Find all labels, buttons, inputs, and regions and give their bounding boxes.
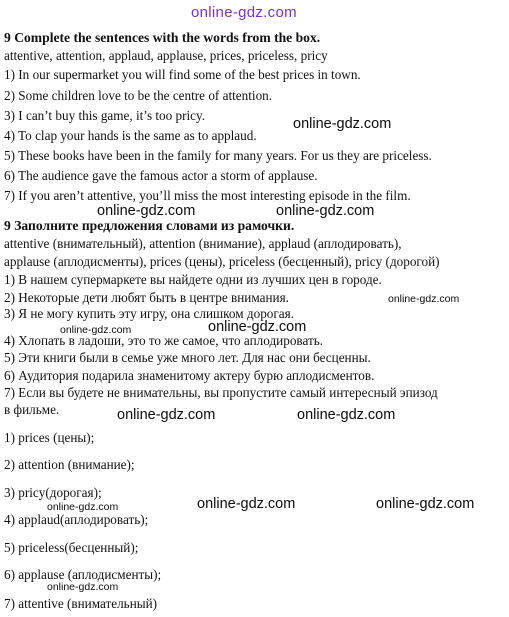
answer-3: 3) pricy(дорогая); (4, 485, 102, 500)
word-box-english: attentive, attention, applaud, applause, prices, priceless, pricy (4, 48, 328, 63)
word-box-russian-line-2: applause (аплодисменты), prices (цены), priceless (бесценный), pricy (дорогой) (4, 254, 440, 269)
watermark: online-gdz.com (293, 116, 392, 132)
answer-7: 7) attentive (внимательный) (4, 596, 158, 611)
answer-1: 1) prices (цены); (4, 430, 95, 445)
russian-sentence-4: 4) Хлопать в ладоши, это то же самое, что аплодировать. (4, 333, 324, 348)
answer-2: 2) attention (внимание); (4, 457, 135, 472)
watermark: online-gdz.com (276, 203, 375, 219)
english-sentence-6: 6) The audience gave the famous actor a storm of applause. (4, 168, 318, 183)
watermark: online-gdz.com (60, 324, 132, 336)
english-sentence-2: 2) Some children love to be the centre of attention. (4, 88, 273, 103)
english-sentence-3: 3) I can’t buy this game, it’s too pricy. (4, 108, 206, 123)
watermark: online-gdz.com (208, 319, 307, 335)
watermark: online-gdz.com (47, 501, 119, 513)
russian-sentence-5: 5) Эти книги были в семье уже много лет. Для нас они бесценны. (4, 350, 371, 365)
answer-6: 6) applause (аплодисменты); (4, 567, 162, 582)
watermark: online-gdz.com (388, 293, 460, 305)
exercise-heading-russian: 9 Заполните предложения словами из рамочки. (4, 218, 295, 233)
watermark: online-gdz.com (97, 203, 196, 219)
answer-4: 4) applaud(аплодировать); (4, 512, 149, 527)
russian-sentence-6: 6) Аудитория подарила знаменитому актеру бурю аплодисментов. (4, 368, 375, 383)
russian-sentence-7: 7) Если вы будете не внимательны, вы пропустите самый интересный эпизод (4, 385, 438, 400)
word-box-russian-line-1: attentive (внимательный), attention (внимание), applaud (аплодировать), (4, 236, 402, 251)
russian-sentence-1: 1) В нашем супермаркете вы найдете одни из лучших цен в городе. (4, 272, 382, 287)
watermark: online-gdz.com (376, 496, 475, 512)
english-sentence-1: 1) In our supermarket you will find some of the best prices in town. (4, 67, 361, 82)
russian-sentence-7-continued: в фильме. (4, 402, 60, 417)
watermark: online-gdz.com (197, 496, 296, 512)
watermark: online-gdz.com (117, 407, 216, 423)
watermark-top: online-gdz.com (191, 4, 297, 21)
answer-5: 5) priceless(бесценный); (4, 540, 139, 555)
english-sentence-7: 7) If you aren’t attentive, you’ll miss the most interesting episode in the film. (4, 188, 411, 203)
english-sentence-4: 4) To clap your hands is the same as to applaud. (4, 128, 257, 143)
exercise-heading-english: 9 Complete the sentences with the words from the box. (4, 30, 321, 45)
watermark: online-gdz.com (47, 581, 119, 593)
russian-sentence-2: 2) Некоторые дети любят быть в центре внимания. (4, 290, 289, 305)
watermark: online-gdz.com (297, 407, 396, 423)
russian-sentence-3: 3) Я не могу купить эту игру, она слишком дорогая. (4, 306, 294, 321)
english-sentence-5: 5) These books have been in the family for many years. For us they are priceless. (4, 148, 432, 163)
